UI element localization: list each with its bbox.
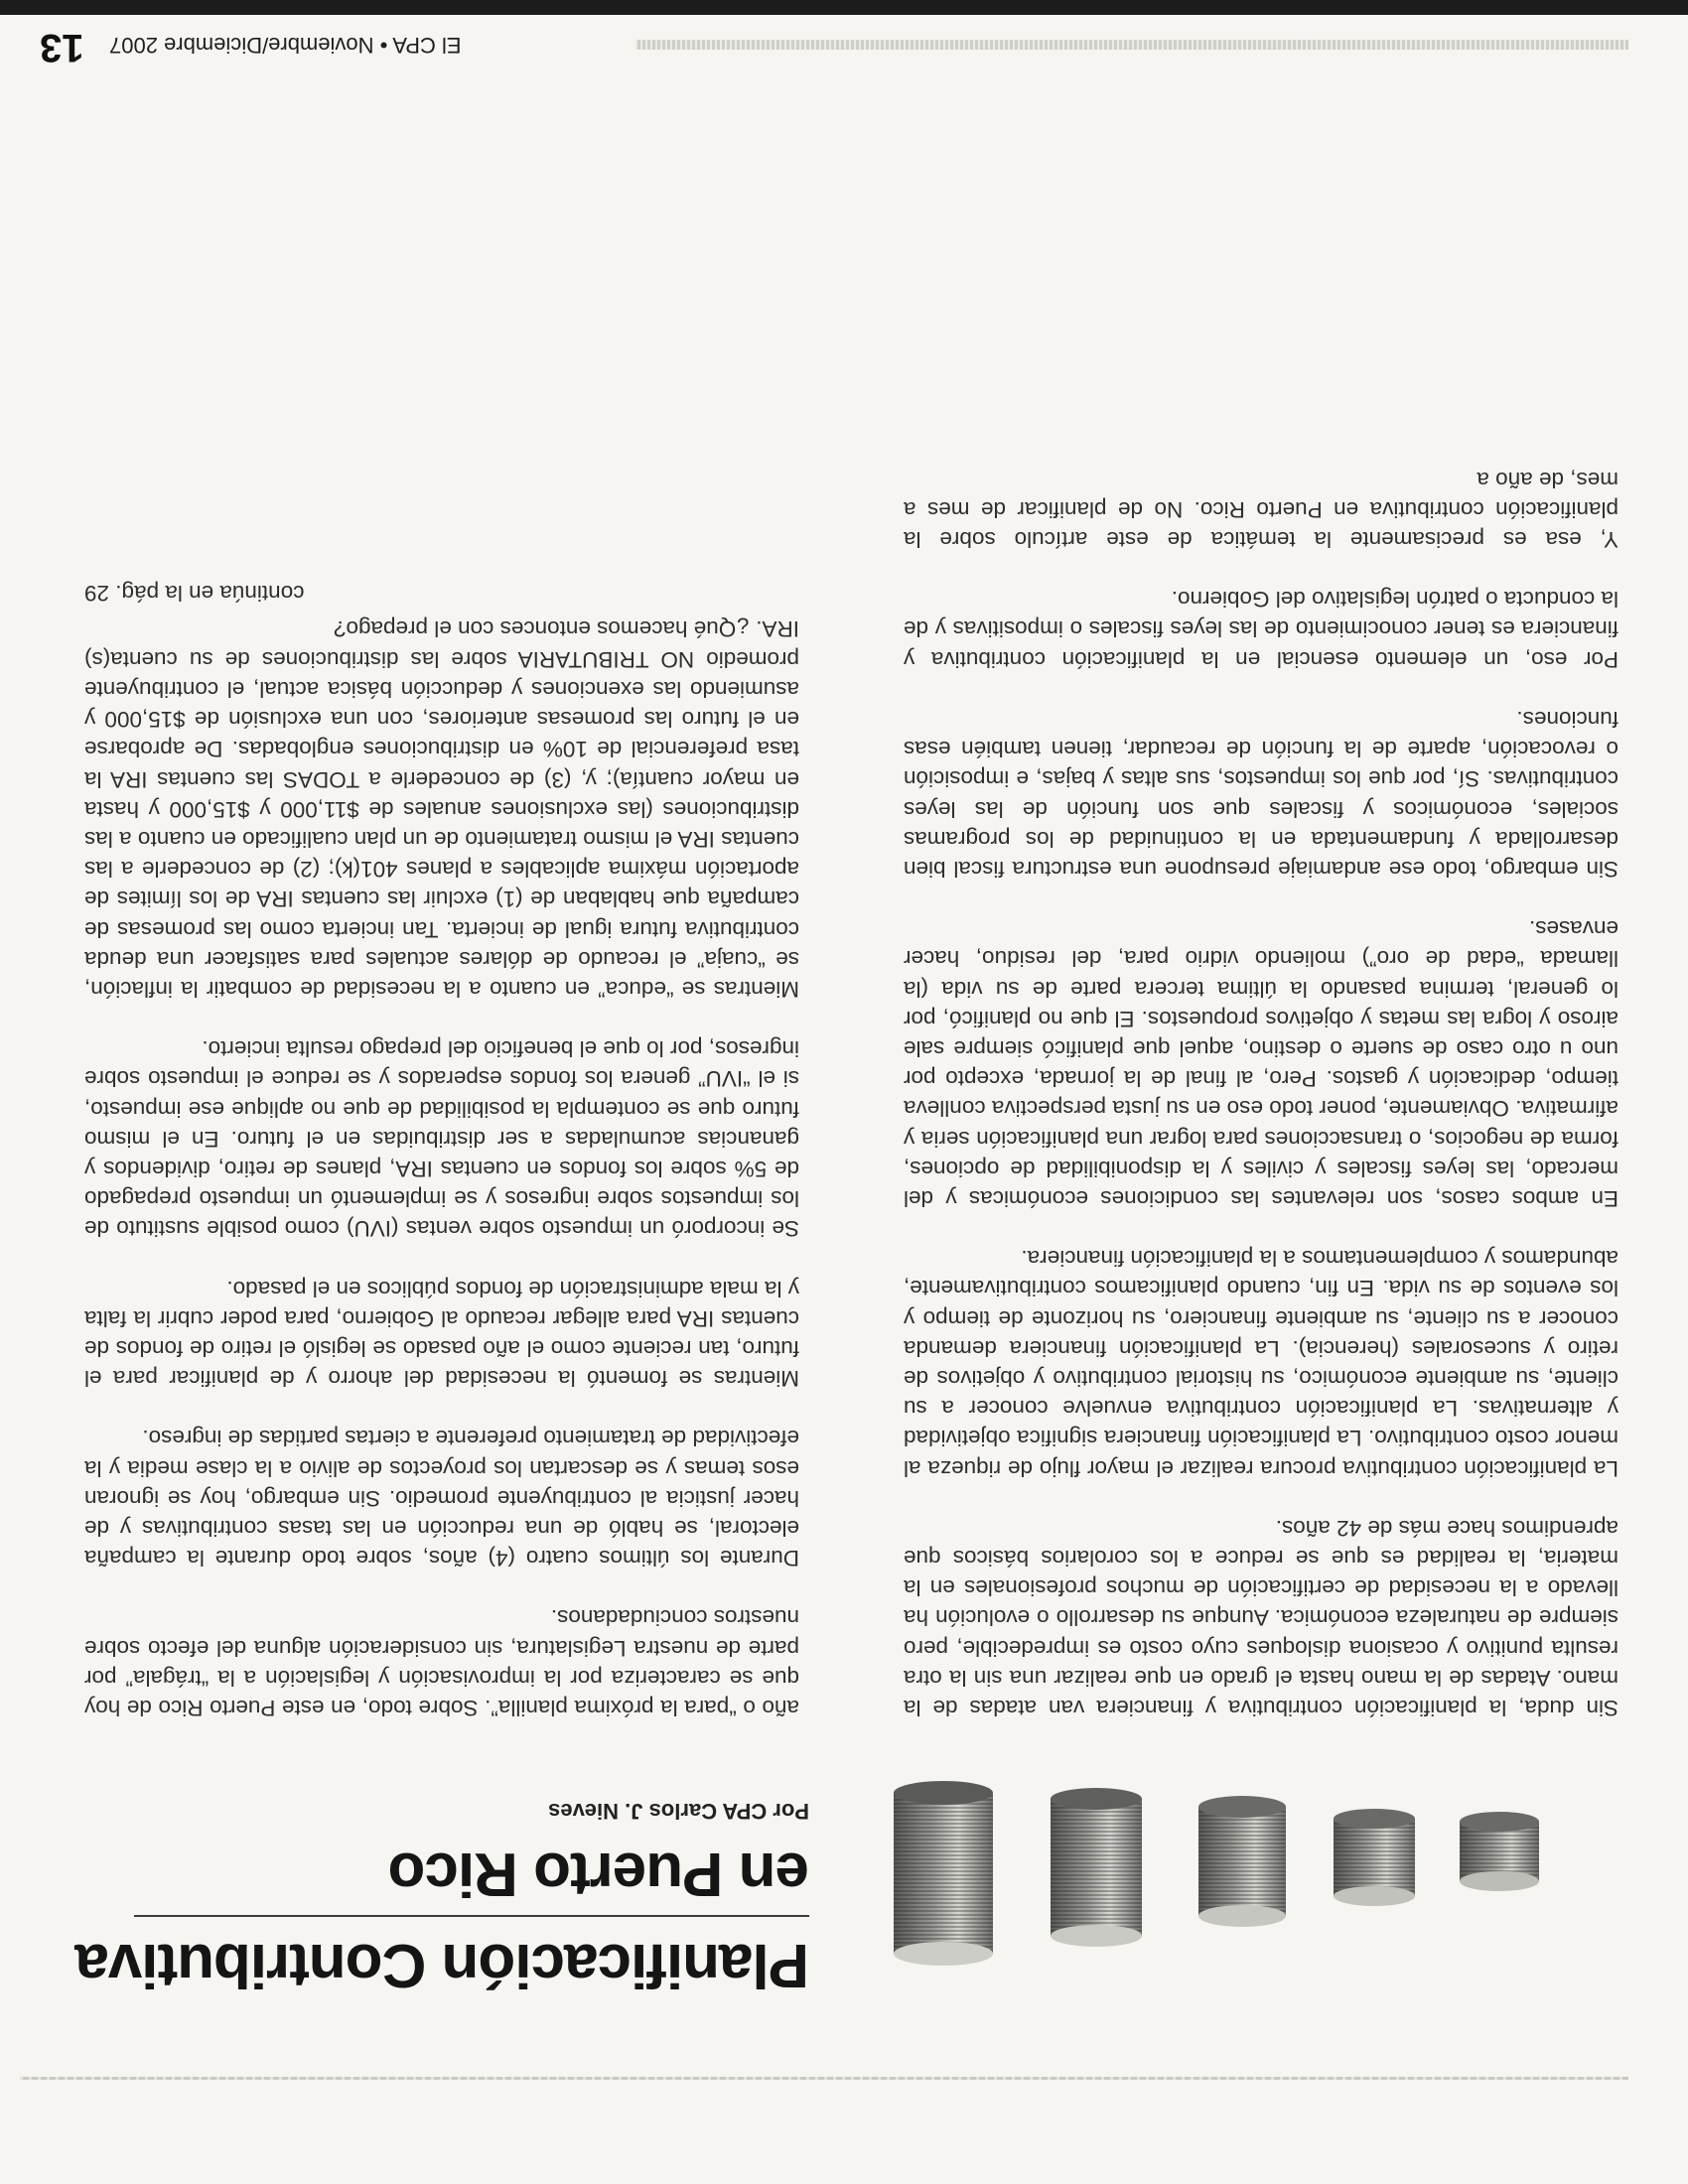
coin-stack-4 [1051, 1788, 1142, 1947]
paragraph: Sin embargo, todo ese andamiaje presupone una estructura fiscal bien desarrollada y fundamentada en la continuidad de los programas sociales, económicos y fiscales que son función de las leyes contributivas. Sí, por que los impuestos, sus altas y bajas, e imposición o revocación, aparte de la función de recaudar, tienen también esas funciones. [904, 706, 1618, 882]
article-title-line-1: Planificación Contributiva [75, 1931, 809, 1999]
article-header [75, 1798, 809, 2000]
paragraph: año o “para la próxima planilla”. Sobre todo, en este Puerto Rico de hoy que se caracteriza por la improvisación y legislación a la “trágala” por parte de nuestra Legislatura, sin consideración alguna del efecto sobre nuestros conciudadanos. [84, 1605, 799, 1720]
coins-svg [864, 1777, 1549, 1976]
paragraph: Mientras se “educa” en cuanto a la necesidad de combatir la inflación, se “cuaja” el recaudo de dólares actuales para satisfacer una deuda contributiva futura igual de incierta. Tan incierta como las promesas de campaña que hablaban de (1) excluir las cuentas IRA de los límites de aportación máxima aplicables a planes 401(k); (2) de concederle a las cuentas IRA el mismo tratamiento de un plan cualificado en cuanto a las distribuciones (las exclusiones anuales de $11,000 y $15,000 y hasta en mayor cuantía); y, (3) de concederle a TODAS las cuentas IRA la tasa preferencial de 10% en distribuciones englobadas. De aprobarse en el futuro las promesas anteriores, con una exclusión de $15,000 y asumiendo las exenciones y deducción básica actual, el contribuyente promedio NO TRIBUTARIA sobre las distribuciones de su cuenta(s) IRA. ¿Qué hacemos entonces con el prepago? [84, 616, 799, 1002]
coin-stacks-illustration [864, 1777, 1549, 1976]
coin-stack-3 [1198, 1796, 1286, 1927]
top-dotted-rule [20, 2077, 1628, 2080]
paragraph: Durante los últimos cuatro (4) años, sobre todo durante la campaña electoral, se habló de una reducción en las tasas contributivas y de hacer justicia al contribuyente promedio. Sin embargo, hoy se ignoran esos temas y se descartan los proyectos de alivio a la clase media y la efectividad de tratamiento preferente a ciertas partidas de ingreso. [84, 1426, 799, 1571]
page-footer [40, 20, 635, 69]
scan-edge [0, 0, 1688, 15]
paragraph: Mientras se fomentó la necesidad del ahorro y de planificar para el futuro, tan reciente como el año pasado se legisló el retiro de fondos de cuentas IRA para allegar recaudo al Gobierno, para poder cubrir la falta y la mala administración de fondos públicos en el pasado. [84, 1276, 799, 1392]
article-column-right [84, 578, 799, 1722]
paragraph: La planificación contributiva procura realizar el mayor flujo de riqueza al menor costo contributivo. La planificación financiera significa objetividad y alternativas. La planificación contributiva envuelve conocer a su cliente, su ambiente económico, su historial contributivo y objetivos de retiro y sucesorales (herencia). La planificación financiera demanda conocer a su cliente, su ambiente financiero, su horizonte de tiempo y los eventos de su vida. En fin, cuando planificamos contributivamente, abundamos y complementamos a la planificación financiera. [904, 1246, 1618, 1481]
article-column-left [904, 464, 1618, 1722]
paragraph: Se incorporó un impuesto sobre ventas (IVU) como posible sustituto de los impuestos sobre ingresos y se implementó un impuesto prepagado de 5% sobre los fondos en cuentas IRA, planes de retiro, dividendos y ganancias acumuladas a ser distribuidas en el futuro. En el mismo futuro que se contempla la posibilidad de que no aplique ese impuesto, si el “IVU” genera los fondos esperados y se reduce el impuesto sobre ingresos, por lo que el beneficio del prepago resulta incierto. [84, 1036, 799, 1242]
coin-stack-2 [1334, 1809, 1415, 1906]
paragraph: Sin duda, la planificación contributiva y financiera van atadas de la mano. Atadas de la mano hasta el grado en que realizar una sin la otra resulta punitivo y ocasiona disloques cuyo costo es impredecible, pero siempre de naturaleza económica. Aunque su desarrollo o evolución ha llevado a la necesidad de certificación de muchos profesionales en la materia, la realidad es que se reduce a los corolarios básicos que aprendimos hace más de 42 años. [904, 1515, 1618, 1720]
article-title-line-2: en Puerto Rico [388, 1840, 809, 1908]
paragraph: En ambos casos, son relevantes las condiciones económicas y del mercado, las leyes fiscales y civiles y la disponibilidad de opciones, forma de negocios, o transacciones para lograr una planificación seria y afirmativa. Obviamente, poner todo eso en su justa perspectiva conlleva tiempo, dedicación y gastos. Pero, al final de la jornada, excepto por uno u otro caso de suerte o destino, aquel que planificó siempre sale airoso y logra las metas y objetivos propuestos. El que no planificó, por lo general, termina pasando la última tercera parte de su vida (la llamada “edad de oro”) moliendo vidrio para, del residuo, hacer envases. [904, 916, 1618, 1211]
publication-info: El CPA • Noviembre/Diciembre 2007 [109, 33, 462, 58]
continued-note: continúa en la pág. 29 [84, 581, 305, 607]
paragraph: Por eso, un elemento esencial en la planificación contributiva y financiera es tener conocimiento de las leyes fiscales o impositivas y de la conducta o patrón legislativo del Gobierno. [904, 587, 1618, 672]
article-byline: Por CPA Carlos J. Nieves [548, 1799, 809, 1824]
title-divider [134, 1915, 809, 1917]
page-number: 13 [40, 26, 84, 69]
paragraph: Y, esa es precisamente la temática de este artículo sobre la planificación contributiva en Puerto Rico. No de planificar de mes a mes, de año a [904, 467, 1618, 553]
coin-stack-5 [894, 1781, 993, 1966]
footer-hatch-rule [635, 40, 1628, 50]
coin-stack-1 [1460, 1812, 1539, 1891]
